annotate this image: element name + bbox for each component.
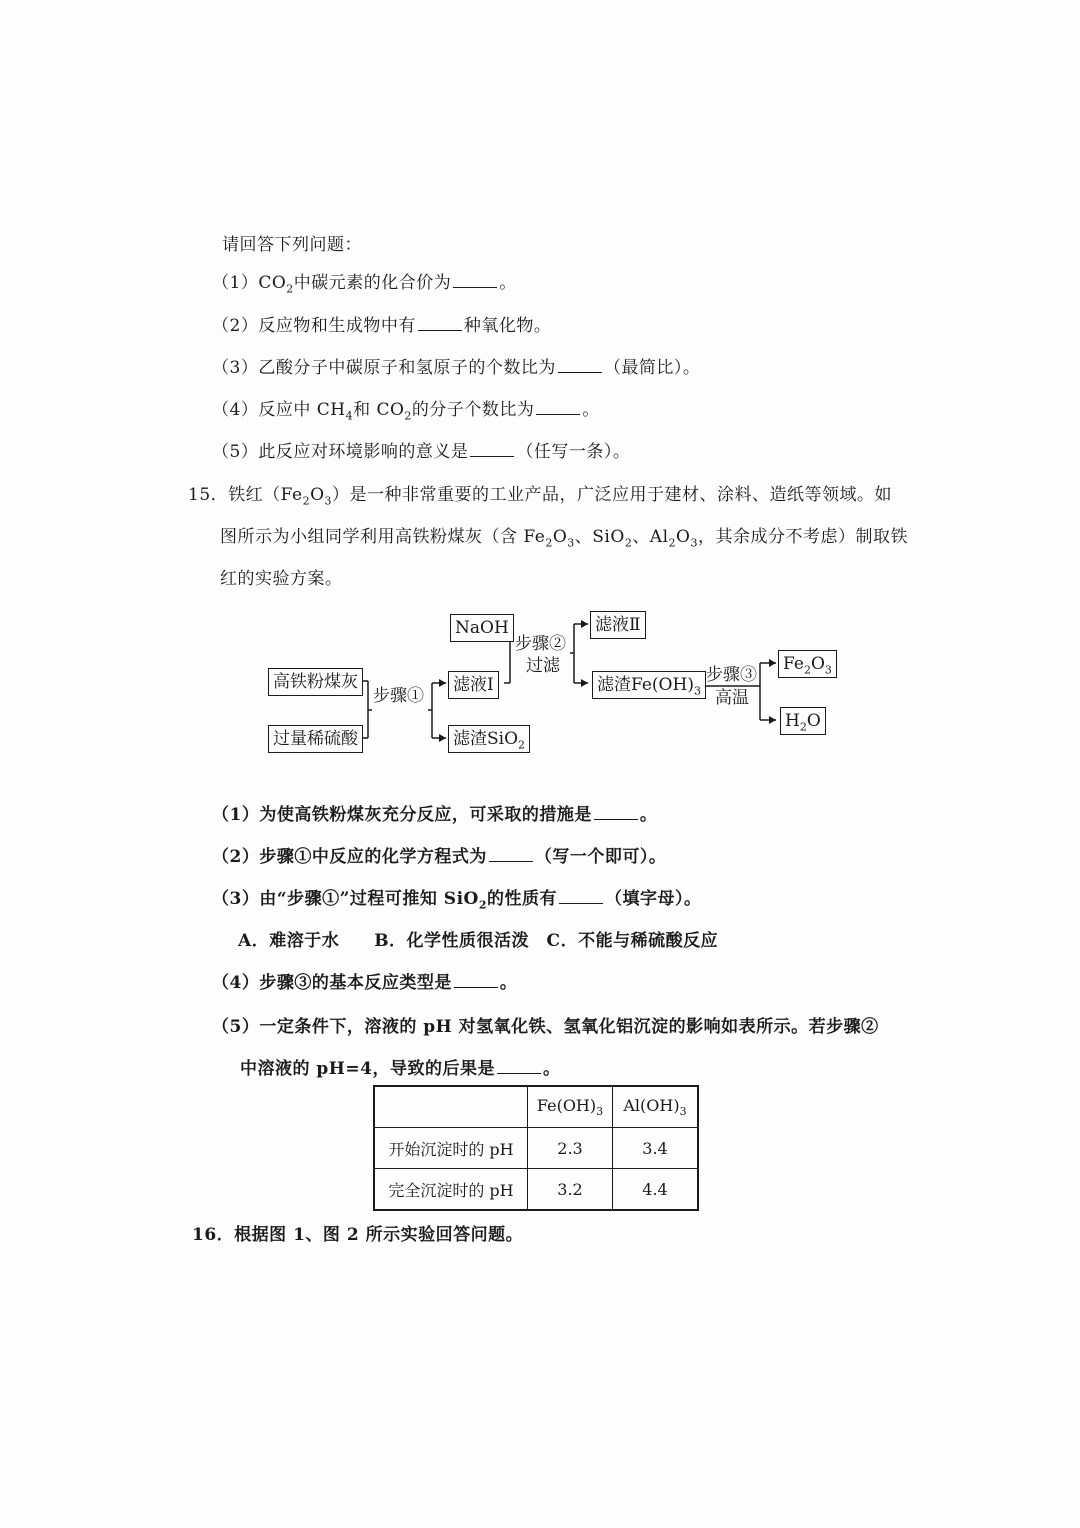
table-header-cell: $Al(OH)_3$ [613,1086,699,1128]
high-temp-label: 高温 [715,688,749,708]
q15-item-3: （3）由“步骤①”过程可推知 SiO$_2$的性质有 （填字母）。 [212,889,702,912]
answer-blank[interactable] [454,973,498,988]
filtrate1-box: 滤液Ⅰ [448,671,499,699]
q15-item-5: （5）一定条件下，溶液的 pH 对氢氧化铁、氢氧化铝沉淀的影响如表所示。若步骤② [212,1017,879,1037]
table-cell: 完全沉淀时的 pH [374,1169,528,1211]
naoh-box: NaOH [450,614,514,642]
acid-box: 过量稀硫酸 [268,725,363,753]
ph-table [373,1085,699,1211]
table-cell: 开始沉淀时的 pH [374,1128,528,1169]
q14-item-2: （2）反应物和生成物中有 种氧化物。 [212,316,552,336]
feoh3-residue-box: 滤渣$Fe(OH)_3$ [592,671,706,699]
filter-label: 过滤 [526,656,560,676]
table-cell: 4.4 [613,1169,699,1211]
q15-stem-line2: 图所示为小组同学利用高铁粉煤灰（含 $Fe_2O_3$、SiO$_2$、$Al_2O_3$，其余成分不考虑）制取铁 [220,527,908,550]
answer-blank[interactable] [497,1059,541,1074]
q15-item-4: （4）步骤③的基本反应类型是 。 [212,973,518,993]
q15-item-1: （1）为使高铁粉煤灰充分反应，可采取的措施是 。 [212,805,658,825]
table-cell: 2.3 [528,1128,613,1169]
q15-stem-line1: 15．铁红$(Fe_2O_3)$是一种非常重要的工业产品，广泛应用于建材、涂料、造纸等领域。如 [188,485,892,508]
ash-box: 高铁粉煤灰 [268,668,363,696]
h2o-box: $H_2O$ [780,707,826,735]
filtrate2-box: 滤液Ⅱ [590,611,646,639]
q15-item-2: （2）步骤①中反应的化学方程式为 （写一个即可）。 [212,847,667,867]
step2-label: 步骤② [515,634,566,654]
q14-item-4: （4）反应中 $CH_4$和 $CO_2$的分子个数比为 。 [212,400,600,423]
table-header-cell [374,1086,528,1128]
q14-item-1: $(1)CO_2$中碳元素的化合价为 。 [212,273,517,296]
answer-blank[interactable] [594,805,638,820]
table-cell: 3.4 [613,1128,699,1169]
step3-label: 步骤③ [706,665,757,685]
fe2o3-box: $Fe_2O_3$ [778,650,837,678]
sio2-residue-box: 滤渣SiO$_2$ [448,725,530,753]
q14-item-5: （5）此反应对环境影响的意义是 （任写一条）。 [212,442,631,462]
table-row [374,1128,698,1169]
answer-blank[interactable] [489,847,533,862]
table-header-cell: $Fe(OH)_3$ [528,1086,613,1128]
answer-blank[interactable] [559,889,603,904]
table-header-row [374,1086,698,1128]
table-row [374,1169,698,1211]
table-cell: 3.2 [528,1169,613,1211]
step1-label: 步骤① [373,686,424,706]
intro-text: 请回答下列问题： [222,235,362,255]
q15-item-5-cont: 中溶液的 pH=4，导致的后果是 。 [240,1059,561,1079]
q15-options: A．难溶于水 B．化学性质很活泼 C．不能与稀硫酸反应 [238,931,719,951]
q14-item-3: （3）乙酸分子中碳原子和氢原子的个数比为 （最简比）。 [212,358,701,378]
q16-stem: 16．根据图 1、图 2 所示实验回答问题。 [192,1225,524,1245]
q15-stem-line3: 红的实验方案。 [220,569,343,589]
